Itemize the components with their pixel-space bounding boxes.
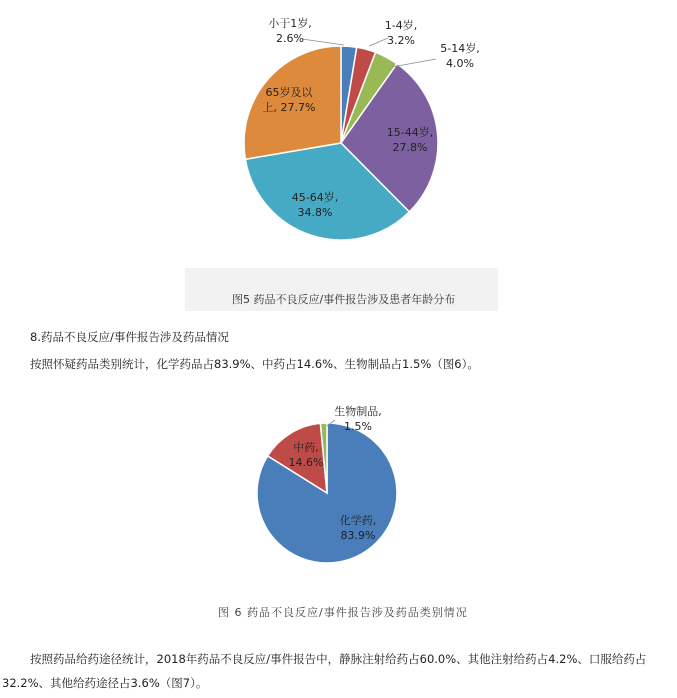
leader-line-1-3 xyxy=(392,59,436,67)
slice-label-1-4: 15-44岁, 27.8% xyxy=(386,126,434,154)
slice-label-1-5: 45-64岁, 34.8% xyxy=(291,191,339,219)
slice-label-1-2: 1-4岁, 3.2% xyxy=(384,19,418,47)
paragraph-route-line1: 按照药品给药途径统计，2018年药品不良反应/事件报告中，静脉注射给药占60.0%、其他注射给药占4.2%、口服给药占 xyxy=(30,652,647,666)
figure5-caption: 图5 药品不良反应/事件报告涉及患者年龄分布 xyxy=(232,293,456,306)
slice-label-1-1: 小于1岁, 2.6% xyxy=(268,17,312,45)
section-title: 8.药品不良反应/事件报告涉及药品情况 xyxy=(30,330,229,344)
figure6-caption: 图 6 药品不良反应/事件报告涉及药品类别情况 xyxy=(218,606,468,619)
slice-label-1-3: 5-14岁, 4.0% xyxy=(440,42,480,70)
slice-label-2-3: 生物制品, 1.5% xyxy=(334,405,382,433)
slice-label-2-2: 中药, 14.6% xyxy=(288,441,324,469)
leader-line-1-1 xyxy=(302,39,344,45)
category-pie xyxy=(257,404,397,563)
paragraph-drug-category: 按照怀疑药品类别统计，化学药品占83.9%、中药占14.6%、生物制品占1.5%（图6）。 xyxy=(30,357,479,371)
slice-label-2-1: 化学药, 83.9% xyxy=(339,514,377,542)
paragraph-route-line2: 32.2%、其他给药途径占3.6%（图7）。 xyxy=(2,676,208,690)
leader-line-1-2 xyxy=(369,38,388,46)
age-pie xyxy=(244,16,480,240)
slice-label-1-6: 65岁及以上, 27.7% xyxy=(262,86,316,114)
